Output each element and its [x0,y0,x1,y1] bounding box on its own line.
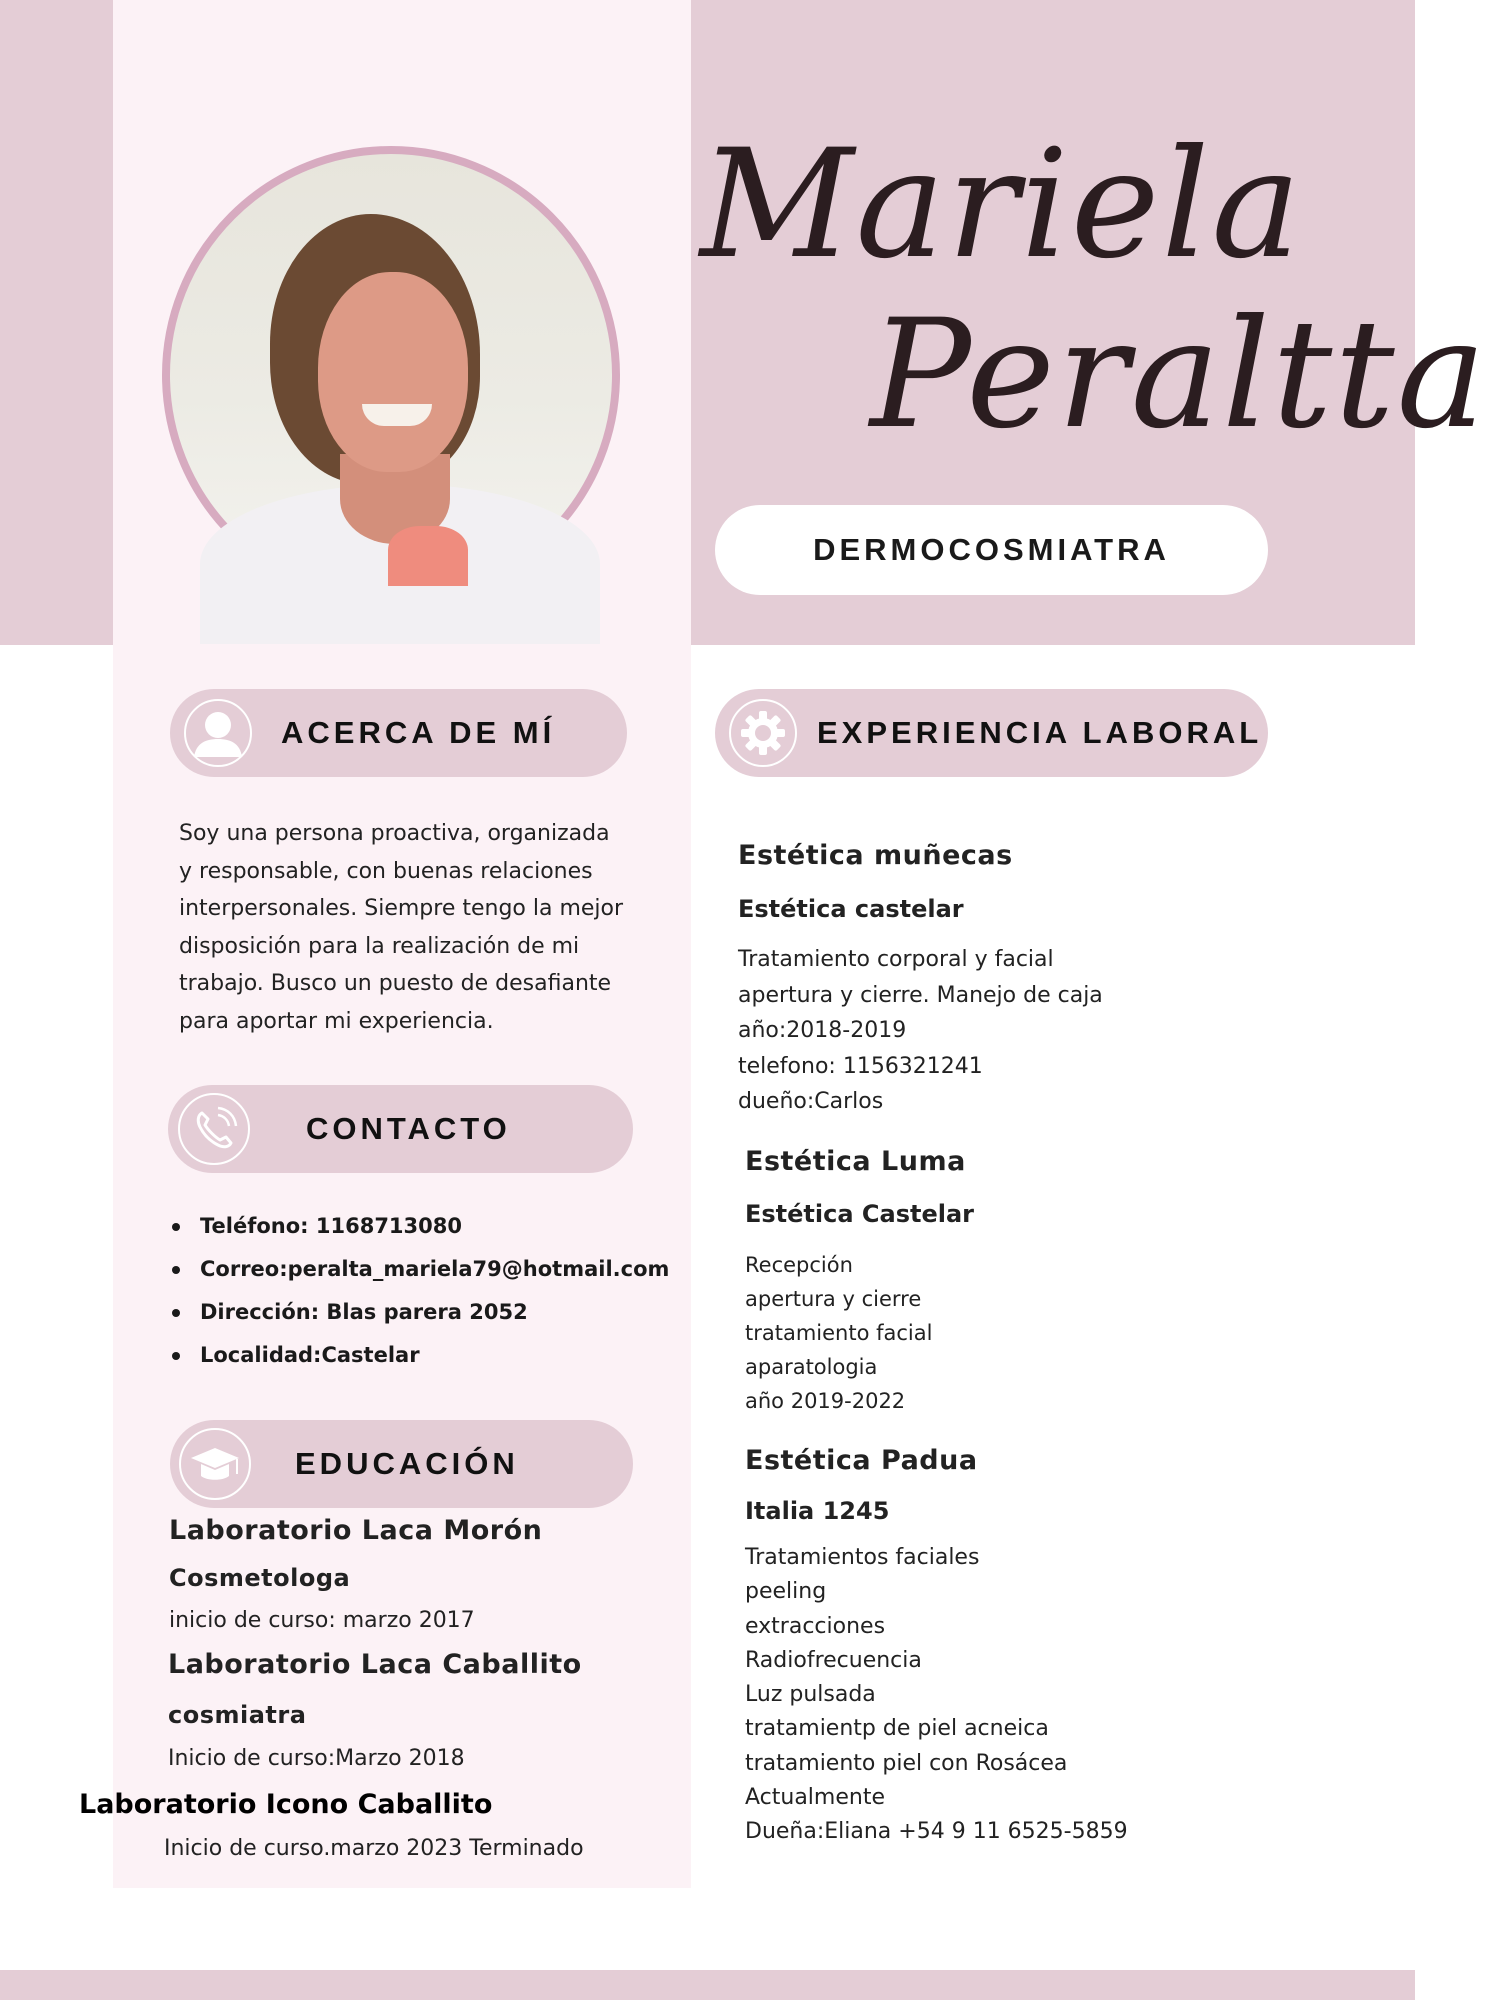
job-company: Estética muñecas [738,840,1013,871]
contact-email: Correo:peralta_mariela79@hotmail.com [200,1248,640,1291]
job-line: tratamiento piel con Rosácea [745,1750,1068,1776]
education-school: Laboratorio Icono Caballito [79,1789,493,1820]
education-note: Inicio de curso.marzo 2023 Terminado [164,1836,584,1861]
first-name: Mariela [700,118,1303,292]
contact-locality: Localidad:Castelar [200,1334,640,1377]
job-line: Luz pulsada [745,1682,876,1708]
contact-heading: CONTACTO [306,1111,511,1146]
education-heading-pill [170,1420,633,1508]
education-school: Laboratorio Laca Morón [169,1515,543,1546]
job-company: Estética Padua [745,1445,978,1476]
photo-face [318,272,468,472]
education-note: inicio de curso: marzo 2017 [169,1608,475,1633]
experience-heading: EXPERIENCIA LABORAL [817,715,1263,750]
education-degree: cosmiatra [168,1701,307,1729]
job-line: año:2018-2019 [738,1018,907,1043]
profile-photo [162,146,620,604]
job-line: Dueña:Eliana +54 9 11 6525-5859 [745,1819,1128,1845]
job-title-badge: DERMOCOSMIATRA [715,505,1268,595]
job-line: tratamiento facial [745,1321,933,1345]
job-line: apertura y cierre. Manejo de caja [738,982,1103,1008]
about-line: trabajo. Busco un puesto de desafiante [179,971,612,996]
education-degree: Cosmetologa [169,1564,351,1592]
about-line: interpersonales. Siempre tengo la mejor [179,896,624,921]
about-text [179,815,639,1040]
user-icon [184,699,252,767]
education-heading: EDUCACIÓN [295,1446,519,1481]
job-line: dueño:Carlos [738,1089,884,1114]
experience-heading-pill [715,689,1268,777]
about-heading-pill [170,689,627,777]
contact-list [200,1205,670,1377]
about-line: para aportar mi experiencia. [179,1008,494,1034]
job-line: Radiofrecuencia [745,1647,922,1673]
gear-icon [729,699,797,767]
job-line: apertura y cierre [745,1287,922,1311]
about-line: disposición para la realización de mi [179,933,580,959]
about-line: Soy una persona proactiva, organizada [179,821,610,846]
contact-phone: Teléfono: 1168713080 [200,1205,640,1248]
job-line: telefono: 1156321241 [738,1053,983,1079]
contact-heading-pill [168,1085,633,1173]
graduation-cap-icon [179,1428,251,1500]
photo-scrub [388,526,468,586]
footer-strip [0,1970,1415,2000]
about-line: y responsable, con buenas relaciones [179,858,593,884]
photo-smile [362,404,432,426]
job-line: aparatologia [745,1355,878,1379]
education-note: Inicio de curso:Marzo 2018 [168,1746,465,1771]
education-school: Laboratorio Laca Caballito [168,1649,582,1680]
job-line: Recepción [745,1253,853,1277]
job-line: año 2019-2022 [745,1389,906,1413]
job-line: Tratamiento corporal y facial [738,947,1054,972]
job-line: Tratamientos faciales [745,1545,980,1570]
contact-address: Dirección: Blas parera 2052 [200,1291,640,1334]
job-description [738,942,1103,1120]
job-location: Italia 1245 [745,1497,890,1525]
about-heading: ACERCA DE MÍ [281,715,556,750]
job-description [745,1541,1128,1850]
job-line: tratamientp de piel acneica [745,1716,1049,1742]
job-line: peeling [745,1579,827,1605]
job-location: Estética Castelar [745,1200,975,1228]
job-company: Estética Luma [745,1146,966,1177]
job-line: extracciones [745,1613,886,1639]
phone-icon [178,1093,250,1165]
job-description [745,1248,932,1418]
job-location: Estética castelar [738,895,964,923]
job-line: Actualmente [745,1785,885,1811]
last-name: Peraltta [870,288,1488,462]
